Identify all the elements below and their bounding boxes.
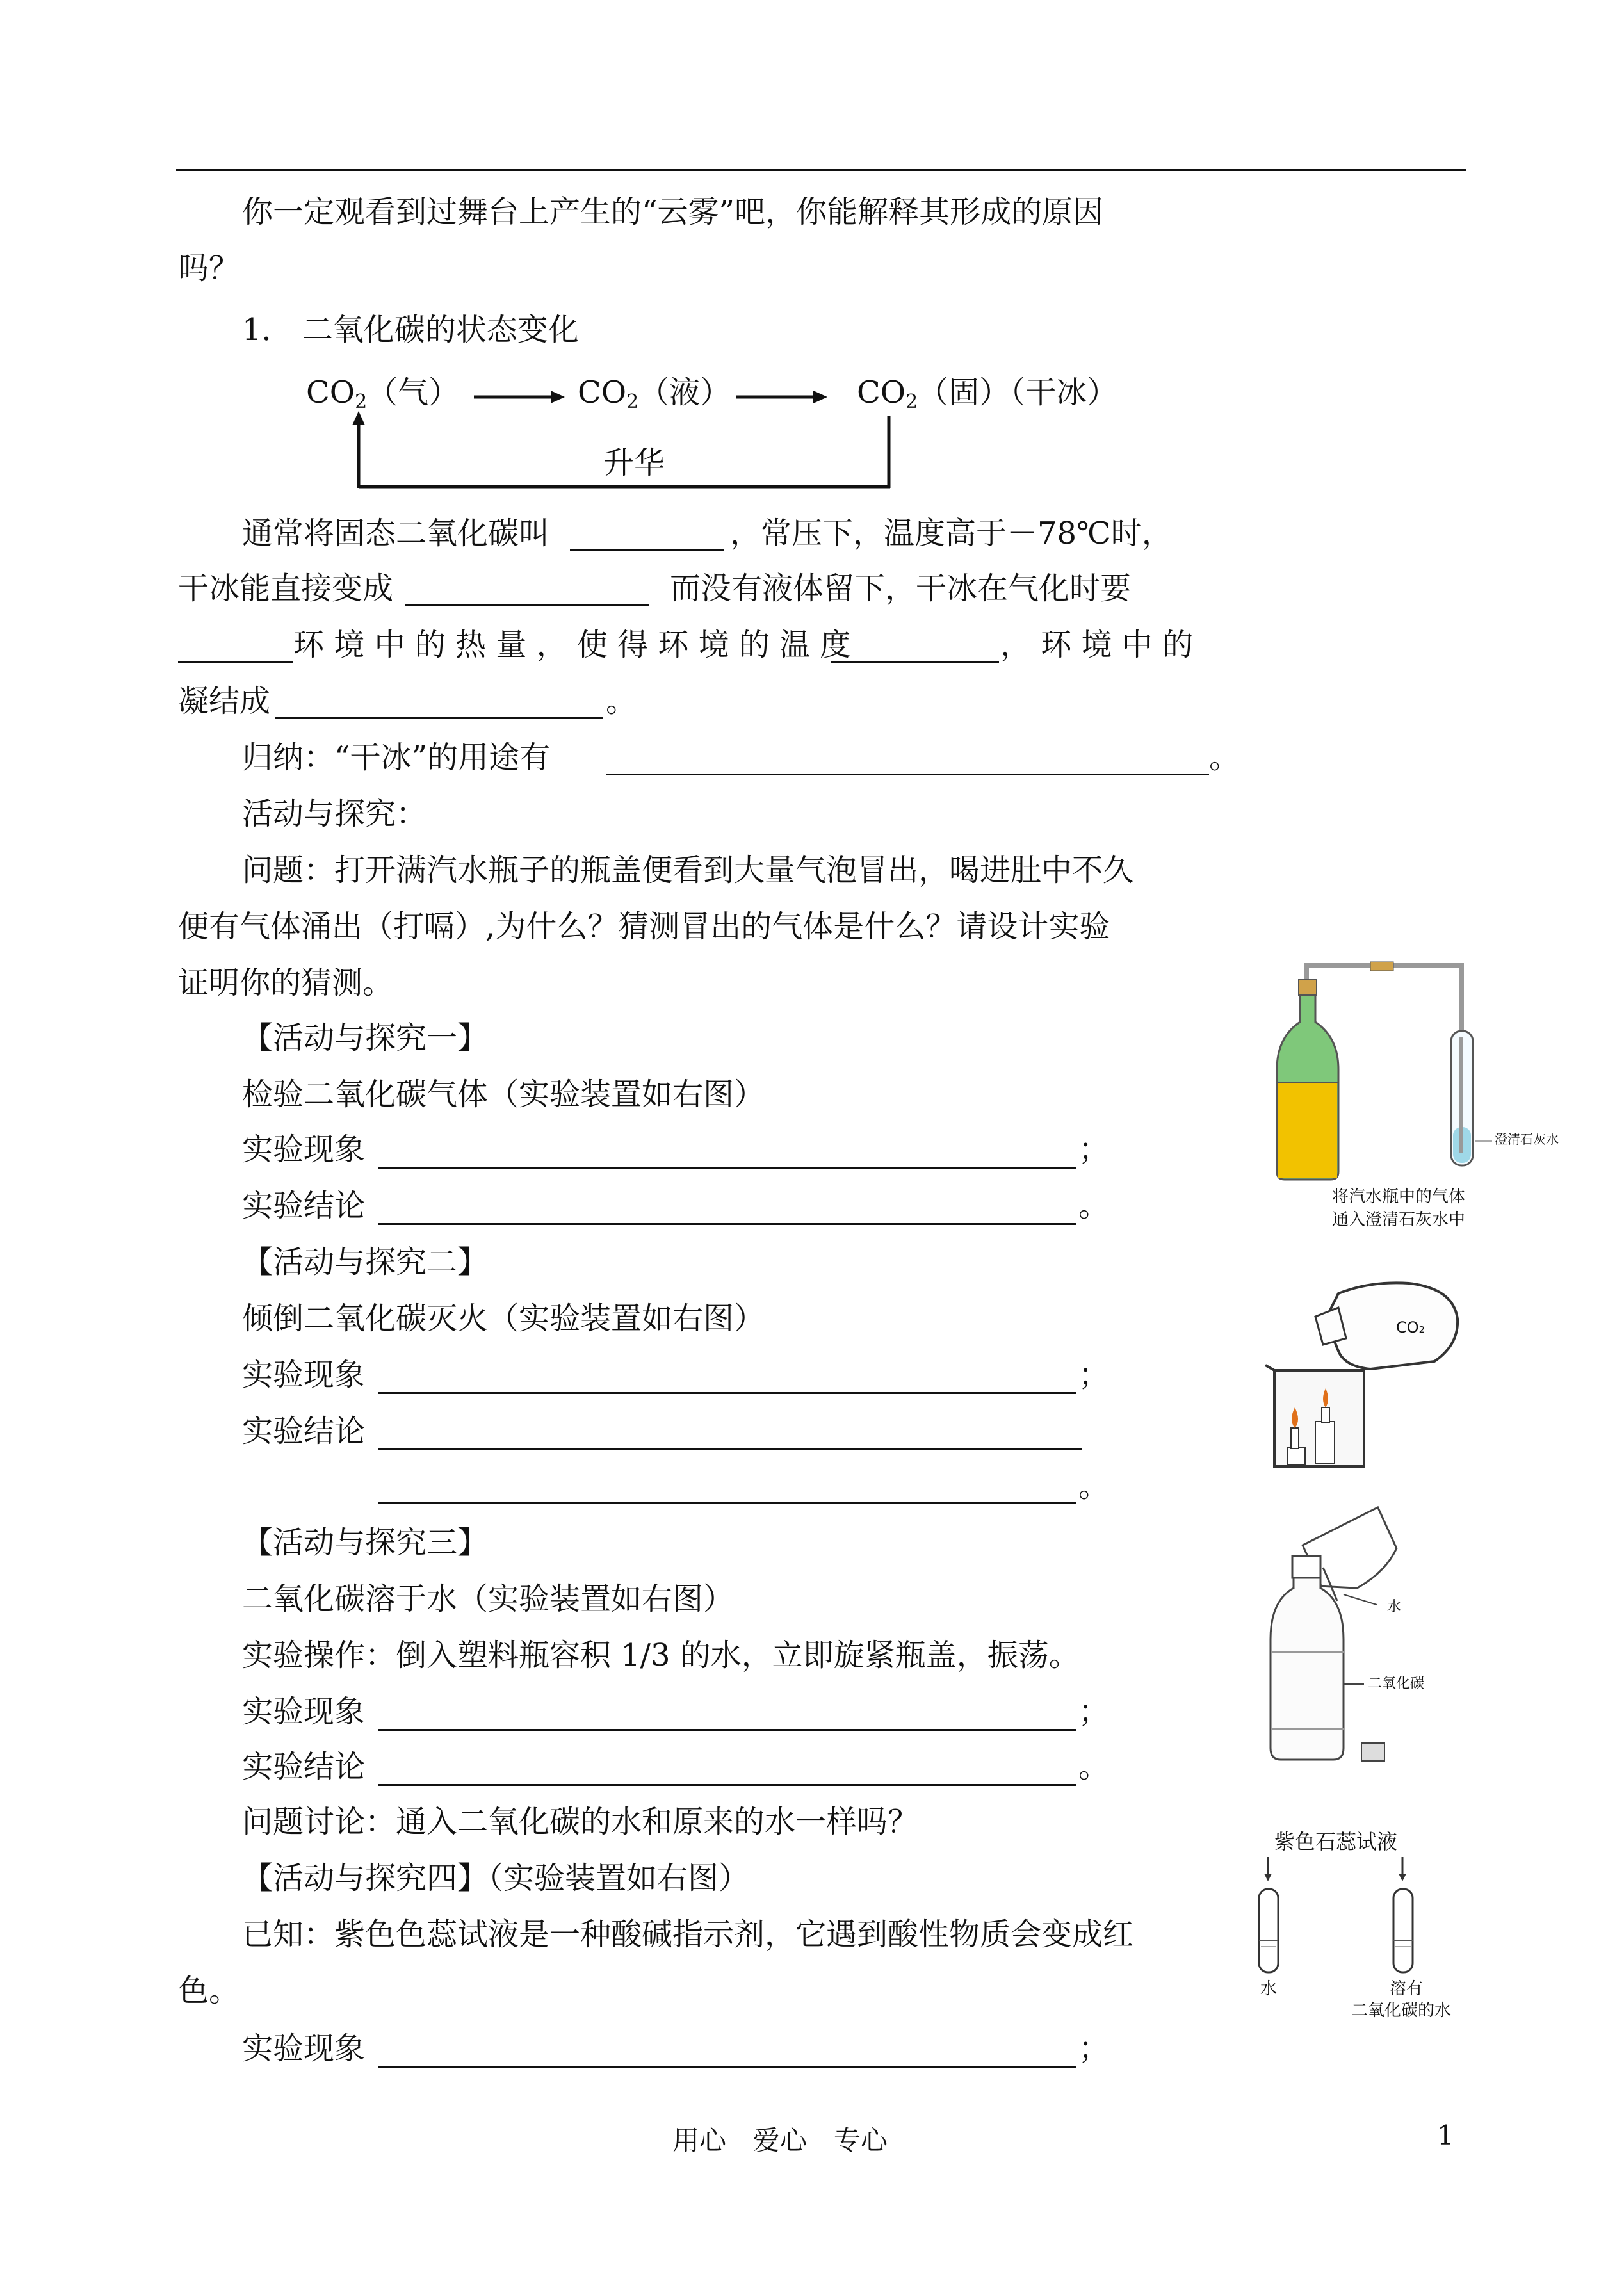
exp2-conclusion-blank-2[interactable] (378, 1502, 1076, 1504)
question-line-3: 证明你的猜测。 (178, 965, 394, 1001)
exp4-title: 【活动与探究四】（实验装置如右图） (242, 1860, 750, 1896)
exp3-subtitle: 二氧化碳溶于水（实验装置如右图） (242, 1581, 735, 1617)
discussion-question: 问题讨论：通入二氧化碳的水和原来的水一样吗？ (242, 1804, 919, 1840)
exp3-conclusion-end: 。 (1078, 1749, 1110, 1785)
exp1-subtitle: 检验二氧化碳气体（实验装置如右图） (242, 1076, 765, 1112)
exp3-title: 【活动与探究三】 (242, 1525, 489, 1561)
fig1-limewater-label: 澄清石灰水 (1495, 1131, 1559, 1147)
summary-label: 归纳：“干冰”的用途有 (242, 740, 551, 775)
exp4-known-line-1: 已知：紫色色蕊试液是一种酸碱指示剂，它遇到酸性物质会变成红 (242, 1917, 1134, 1952)
footer-motto: 用心 爱心 专心 (672, 2125, 888, 2156)
exp3-phenomenon-label: 实验现象 (242, 1694, 366, 1730)
fill-line-4a: 凝结成 (178, 683, 271, 719)
exp1-conclusion-blank[interactable] (378, 1223, 1076, 1225)
fill-line-3b: ， 环 境 中 的 (1000, 627, 1194, 663)
exp1-conclusion-label: 实验结论 (242, 1188, 366, 1224)
fig3-co2-label: 二氧化碳 (1368, 1676, 1425, 1692)
intro-line-1: 你一定观看到过舞台上产生的“云雾”吧，你能解释其形成的原因 (242, 194, 1104, 230)
question-line-2: 便有气体涌出（打嗝）,为什么？猜测冒出的气体是什么？请设计实验 (178, 909, 1110, 945)
intro-line-2: 吗？ (178, 250, 240, 286)
answer-blank-temperature[interactable] (831, 661, 999, 663)
exp4-known-line-2: 色。 (178, 1973, 240, 2009)
fig1-caption-1: 将汽水瓶中的气体 (1332, 1187, 1466, 1206)
exp2-title: 【活动与探究二】 (242, 1244, 489, 1280)
exp2-conclusion-end: 。 (1078, 1468, 1110, 1504)
exp3-phenomenon-blank[interactable] (378, 1729, 1076, 1731)
exp1-phenomenon-blank[interactable] (378, 1167, 1076, 1169)
exp2-subtitle: 倾倒二氧化碳灭火（实验装置如右图） (242, 1301, 765, 1336)
exp2-phenomenon-label: 实验现象 (242, 1357, 366, 1393)
exp3-conclusion-blank[interactable] (378, 1784, 1076, 1786)
exp3-conclusion-label: 实验结论 (242, 1749, 366, 1785)
header-rule (176, 169, 1466, 171)
exp3-operation: 实验操作：倒入塑料瓶容积 1/3 的水，立即旋紧瓶盖，振荡。 (242, 1637, 1080, 1673)
fig1-caption-2: 通入澄清石灰水中 (1332, 1210, 1466, 1229)
fig3-water-label: 水 (1387, 1599, 1402, 1615)
summary-end: 。 (1209, 740, 1240, 775)
fig4-right-label-1: 溶有 (1390, 1979, 1424, 1999)
exp1-conclusion-end: 。 (1078, 1188, 1110, 1224)
co2-gas-label: $CO_2$（气） (306, 375, 460, 413)
exp1-phenomenon-label: 实验现象 (242, 1131, 366, 1167)
fill-line-3a: 环 境 中 的 热 量 ， 使 得 环 境 的 温 度 (293, 627, 851, 663)
answer-blank-dry-ice[interactable] (570, 549, 724, 551)
exp4-phenomenon-blank[interactable] (378, 2066, 1076, 2068)
fill-line-4b: 。 (606, 683, 637, 719)
figure-plastic-bottle (1262, 1492, 1441, 1767)
sublimation-label: 升华 (603, 445, 665, 481)
fill-line-2b: 而没有液体留下，干冰在气化时要 (670, 571, 1132, 606)
fig2-co2-label: CO₂ (1396, 1318, 1425, 1336)
answer-blank-absorb[interactable] (178, 661, 293, 663)
answer-blank-condense[interactable] (275, 717, 603, 719)
co2-liquid-label: $CO_2$（液） (578, 375, 731, 413)
activity-title: 活动与探究： (242, 796, 427, 832)
question-line-1: 问题：打开满汽水瓶子的瓶盖便看到大量气泡冒出，喝进肚中不久 (242, 852, 1134, 888)
answer-blank-uses[interactable] (606, 774, 1209, 775)
fig4-right-label-2: 二氧化碳的水 (1351, 2001, 1452, 2020)
fill-line-1a: 通常将固态二氧化碳叫 (242, 515, 550, 551)
answer-blank-gas[interactable] (405, 604, 649, 606)
exp2-phenomenon-blank[interactable] (378, 1392, 1076, 1394)
exp2-phenomenon-end: ； (1078, 1357, 1110, 1393)
exp2-conclusion-blank-1[interactable] (378, 1448, 1082, 1450)
exp4-phenomenon-end: ； (1078, 2031, 1110, 2066)
exp3-phenomenon-end: ； (1078, 1694, 1110, 1730)
page-number: 1 (1437, 2120, 1454, 2151)
co2-solid-label: $CO_2$（固）（干冰） (857, 375, 1118, 413)
exp4-phenomenon-label: 实验现象 (242, 2031, 366, 2066)
section-1-title: 1． 二氧化碳的状态变化 (242, 312, 579, 348)
fill-line-1b: ，常压下，温度高于－78℃时， (730, 515, 1173, 551)
fill-line-2a: 干冰能直接变成 (178, 571, 394, 606)
exp1-phenomenon-end: ； (1078, 1131, 1110, 1167)
exp2-conclusion-label: 实验结论 (242, 1413, 366, 1449)
fig4-left-label: 水 (1260, 1979, 1278, 1999)
fig4-title: 紫色石蕊试液 (1274, 1829, 1398, 1854)
figure-pour-co2-candles (1262, 1274, 1466, 1473)
figure-litmus-test-tubes (1249, 1857, 1441, 1985)
exp1-title: 【活动与探究一】 (242, 1020, 489, 1056)
